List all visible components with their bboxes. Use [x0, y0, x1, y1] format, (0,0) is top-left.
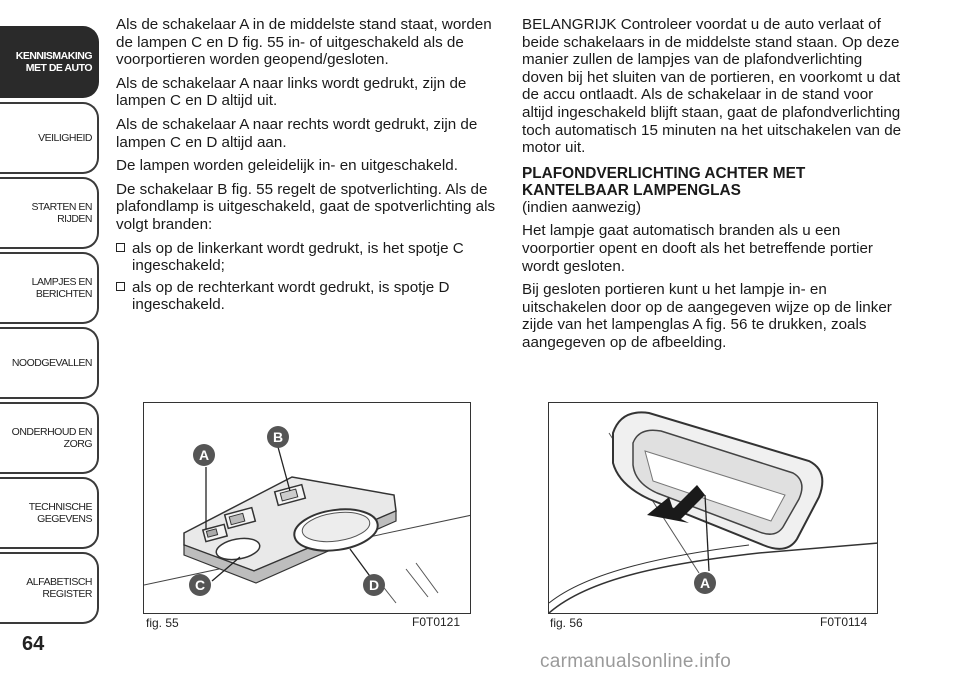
tab-label-line1: ONDERHOUD EN [11, 426, 92, 438]
list-item-text: als op de linkerkant wordt gedrukt, is het spotje C ingeschakeld; [132, 239, 464, 275]
tab-label-line2: ZORG [63, 438, 92, 450]
left-column [116, 16, 500, 318]
tab-label-line2: MET DE AUTO [25, 62, 92, 74]
important-note: BELANGRIJK Controleer voordat u de auto verlaat of beide schakelaars in de middelste stand staan. Op deze manier zullen de lampjes van de plafondverlichting doven bij het sluiten van de portieren, en voorkomt u dat de accu ontlaadt. Als de schakelaar in de stand voor altijd ingeschakeld blijft staan, gaat de plafondverlichting toch automatisch 15 minuten na het uitschakelen van de motor uit. [522, 16, 902, 157]
tab-veiligheid[interactable] [0, 102, 99, 174]
tab-label: VEILIGHEID [38, 132, 92, 144]
list-item-text: als op de rechterkant wordt gedrukt, is spotje D ingeschakeld. [132, 278, 450, 314]
tab-noodgevallen[interactable] [0, 327, 99, 399]
label-d: D [368, 577, 380, 593]
paragraph: Als de schakelaar A naar rechts wordt gedrukt, zijn de lampen C en D altijd aan. [116, 115, 478, 151]
tab-label-line1: ALFABETISCH [26, 576, 92, 588]
label-a-badge [694, 572, 716, 594]
tab-label: STARTEN EN RIJDEN [31, 201, 92, 225]
roof-light-illustration [144, 403, 471, 614]
tab-lampjes-en-berichten[interactable] [0, 252, 99, 324]
rear-light-illustration [549, 403, 878, 614]
section-heading: PLAFONDVERLICHTING ACHTER MET KANTELBAAR LAMPENGLAS [522, 164, 806, 199]
watermark: carmanualsonline.info [540, 651, 732, 672]
page-number: 64 [22, 633, 45, 655]
figure-56-caption: fig. 56 [550, 616, 583, 630]
label-a-badge [193, 444, 215, 466]
tab-technische-gegevens[interactable] [0, 477, 99, 549]
list-item [116, 240, 500, 275]
figure-55-image [143, 402, 471, 614]
bullet-checkbox-icon [116, 282, 125, 291]
label-b-badge [267, 426, 289, 448]
tab-starten-en-rijden[interactable] [0, 177, 99, 249]
tab-label-line1: LAMPJES EN [31, 276, 92, 288]
tab-label-line2: BERICHTEN [35, 288, 92, 300]
tab-label: NOODGEVALLEN [11, 357, 92, 369]
tab-alfabetisch-register[interactable] [0, 552, 99, 624]
figure-55-code: F0T0121 [412, 615, 461, 629]
paragraph: De schakelaar B fig. 55 regelt de spotverlichting. Als de plafondlamp is uitgeschakeld, gaat de spotverlichting als volgt branden: [116, 180, 496, 233]
tab-onderhoud-en-zorg[interactable] [0, 402, 99, 474]
figure-55-caption: fig. 55 [146, 616, 179, 630]
label-a: A [198, 447, 210, 463]
tab-label-line1: TECHNISCHE [28, 501, 92, 513]
label-c: C [194, 577, 206, 593]
label-b: B [272, 429, 284, 445]
tab-label-line2: REGISTER [42, 588, 92, 600]
paragraph: Als de schakelaar A in de middelste stand staat, worden de lampen C en D fig. 55 in- of uitgeschakeld als de voorportieren worden geopend/gesloten. [116, 16, 492, 69]
paragraph: Het lampje gaat automatisch branden als u een voorportier opent en dooft als het betreffende portier wordt gesloten. [522, 222, 873, 275]
figure-56-image [548, 402, 878, 614]
paragraph: Als de schakelaar A naar links wordt gedrukt, zijn de lampen C en D altijd uit. [116, 74, 467, 110]
paragraph: De lampen worden geleidelijk in- en uitgeschakeld. [116, 157, 458, 175]
list-item [116, 279, 500, 314]
figure-56-code: F0T0114 [820, 615, 868, 629]
bullet-checkbox-icon [116, 243, 125, 252]
label-c-badge [189, 574, 211, 596]
tab-label-line1: KENNISMAKING [15, 50, 92, 62]
right-column [522, 16, 902, 358]
paragraph: Bij gesloten portieren kunt u het lampje in- en uitschakelen door op de aangegeven wijze op de linker zijde van het lampenglas A fig. 56 te drukken, zoals aangegeven op de afbeelding. [522, 281, 892, 351]
label-a: A [699, 575, 711, 591]
tab-label-line2: GEGEVENS [37, 513, 92, 525]
label-d-badge [363, 574, 385, 596]
tab-kennismaking[interactable] [0, 26, 99, 98]
section-subheading: (indien aanwezig) [522, 198, 642, 216]
